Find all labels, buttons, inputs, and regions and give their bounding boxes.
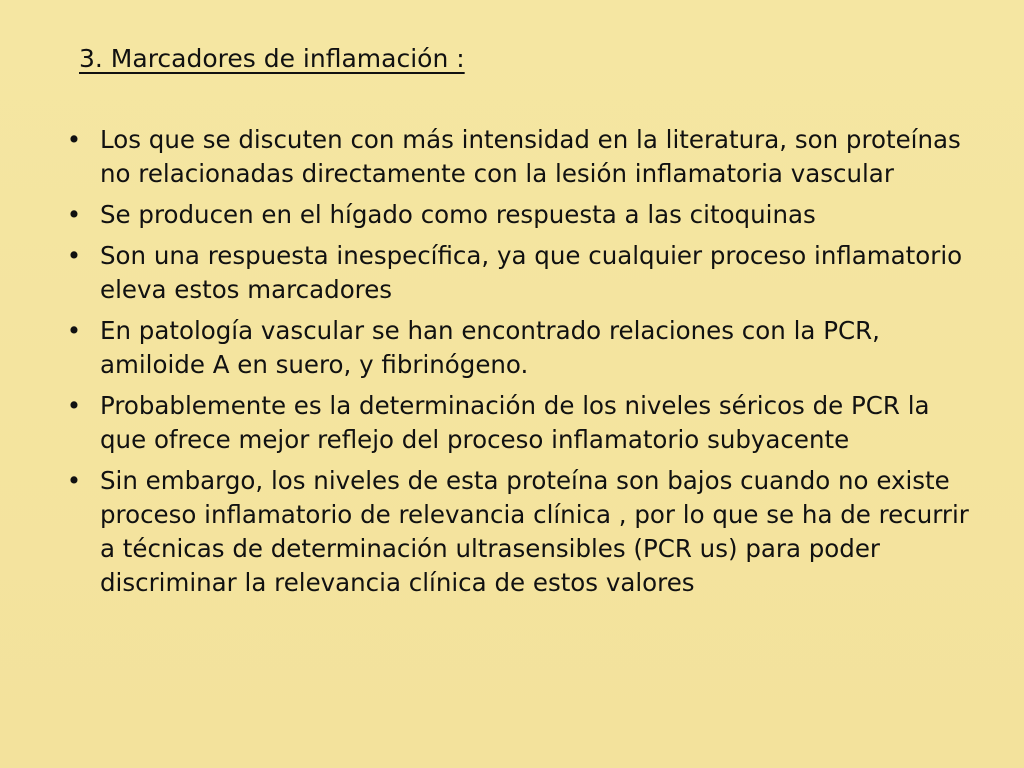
bullet-text: Sin embargo, los niveles de esta proteína son bajos cuando no existe proceso inflamatorio de relevancia clínica , por lo que se ha de recurrir a técnicas de determinación ultrasensibles (PCR us) para poder discriminar la relevancia clínica de estos valores — [100, 466, 969, 597]
bullet-item-3 — [66, 239, 980, 307]
bullet-text: En patología vascular se han encontrado relaciones con la PCR, amiloide A en suero, y fibrinógeno. — [100, 316, 880, 379]
bullet-item-4 — [66, 314, 980, 382]
bullet-icon: • — [66, 391, 82, 420]
bullet-text: Son una respuesta inespecífica, ya que cualquier proceso inflamatorio eleva estos marcadores — [100, 241, 963, 304]
bullet-icon: • — [66, 316, 82, 345]
bullet-icon: • — [66, 241, 82, 270]
bullet-item-2 — [66, 198, 980, 232]
bullet-icon: • — [66, 125, 82, 154]
bullet-list — [66, 123, 980, 607]
bullet-icon: • — [66, 466, 82, 495]
bullet-icon: • — [66, 200, 82, 229]
slide-title: 3. Marcadores de inflamación : — [79, 44, 465, 73]
bullet-text: Los que se discuten con más intensidad en la literatura, son proteínas no relacionadas directamente con la lesión inflamatoria vascular — [100, 125, 961, 188]
bullet-text: Probablemente es la determinación de los niveles séricos de PCR la que ofrece mejor reflejo del proceso inflamatorio subyacente — [100, 391, 930, 454]
bullet-item-5 — [66, 389, 980, 457]
bullet-item-1 — [66, 123, 980, 191]
bullet-item-6 — [66, 464, 980, 600]
bullet-text: Se producen en el hígado como respuesta a las citoquinas — [100, 200, 816, 229]
